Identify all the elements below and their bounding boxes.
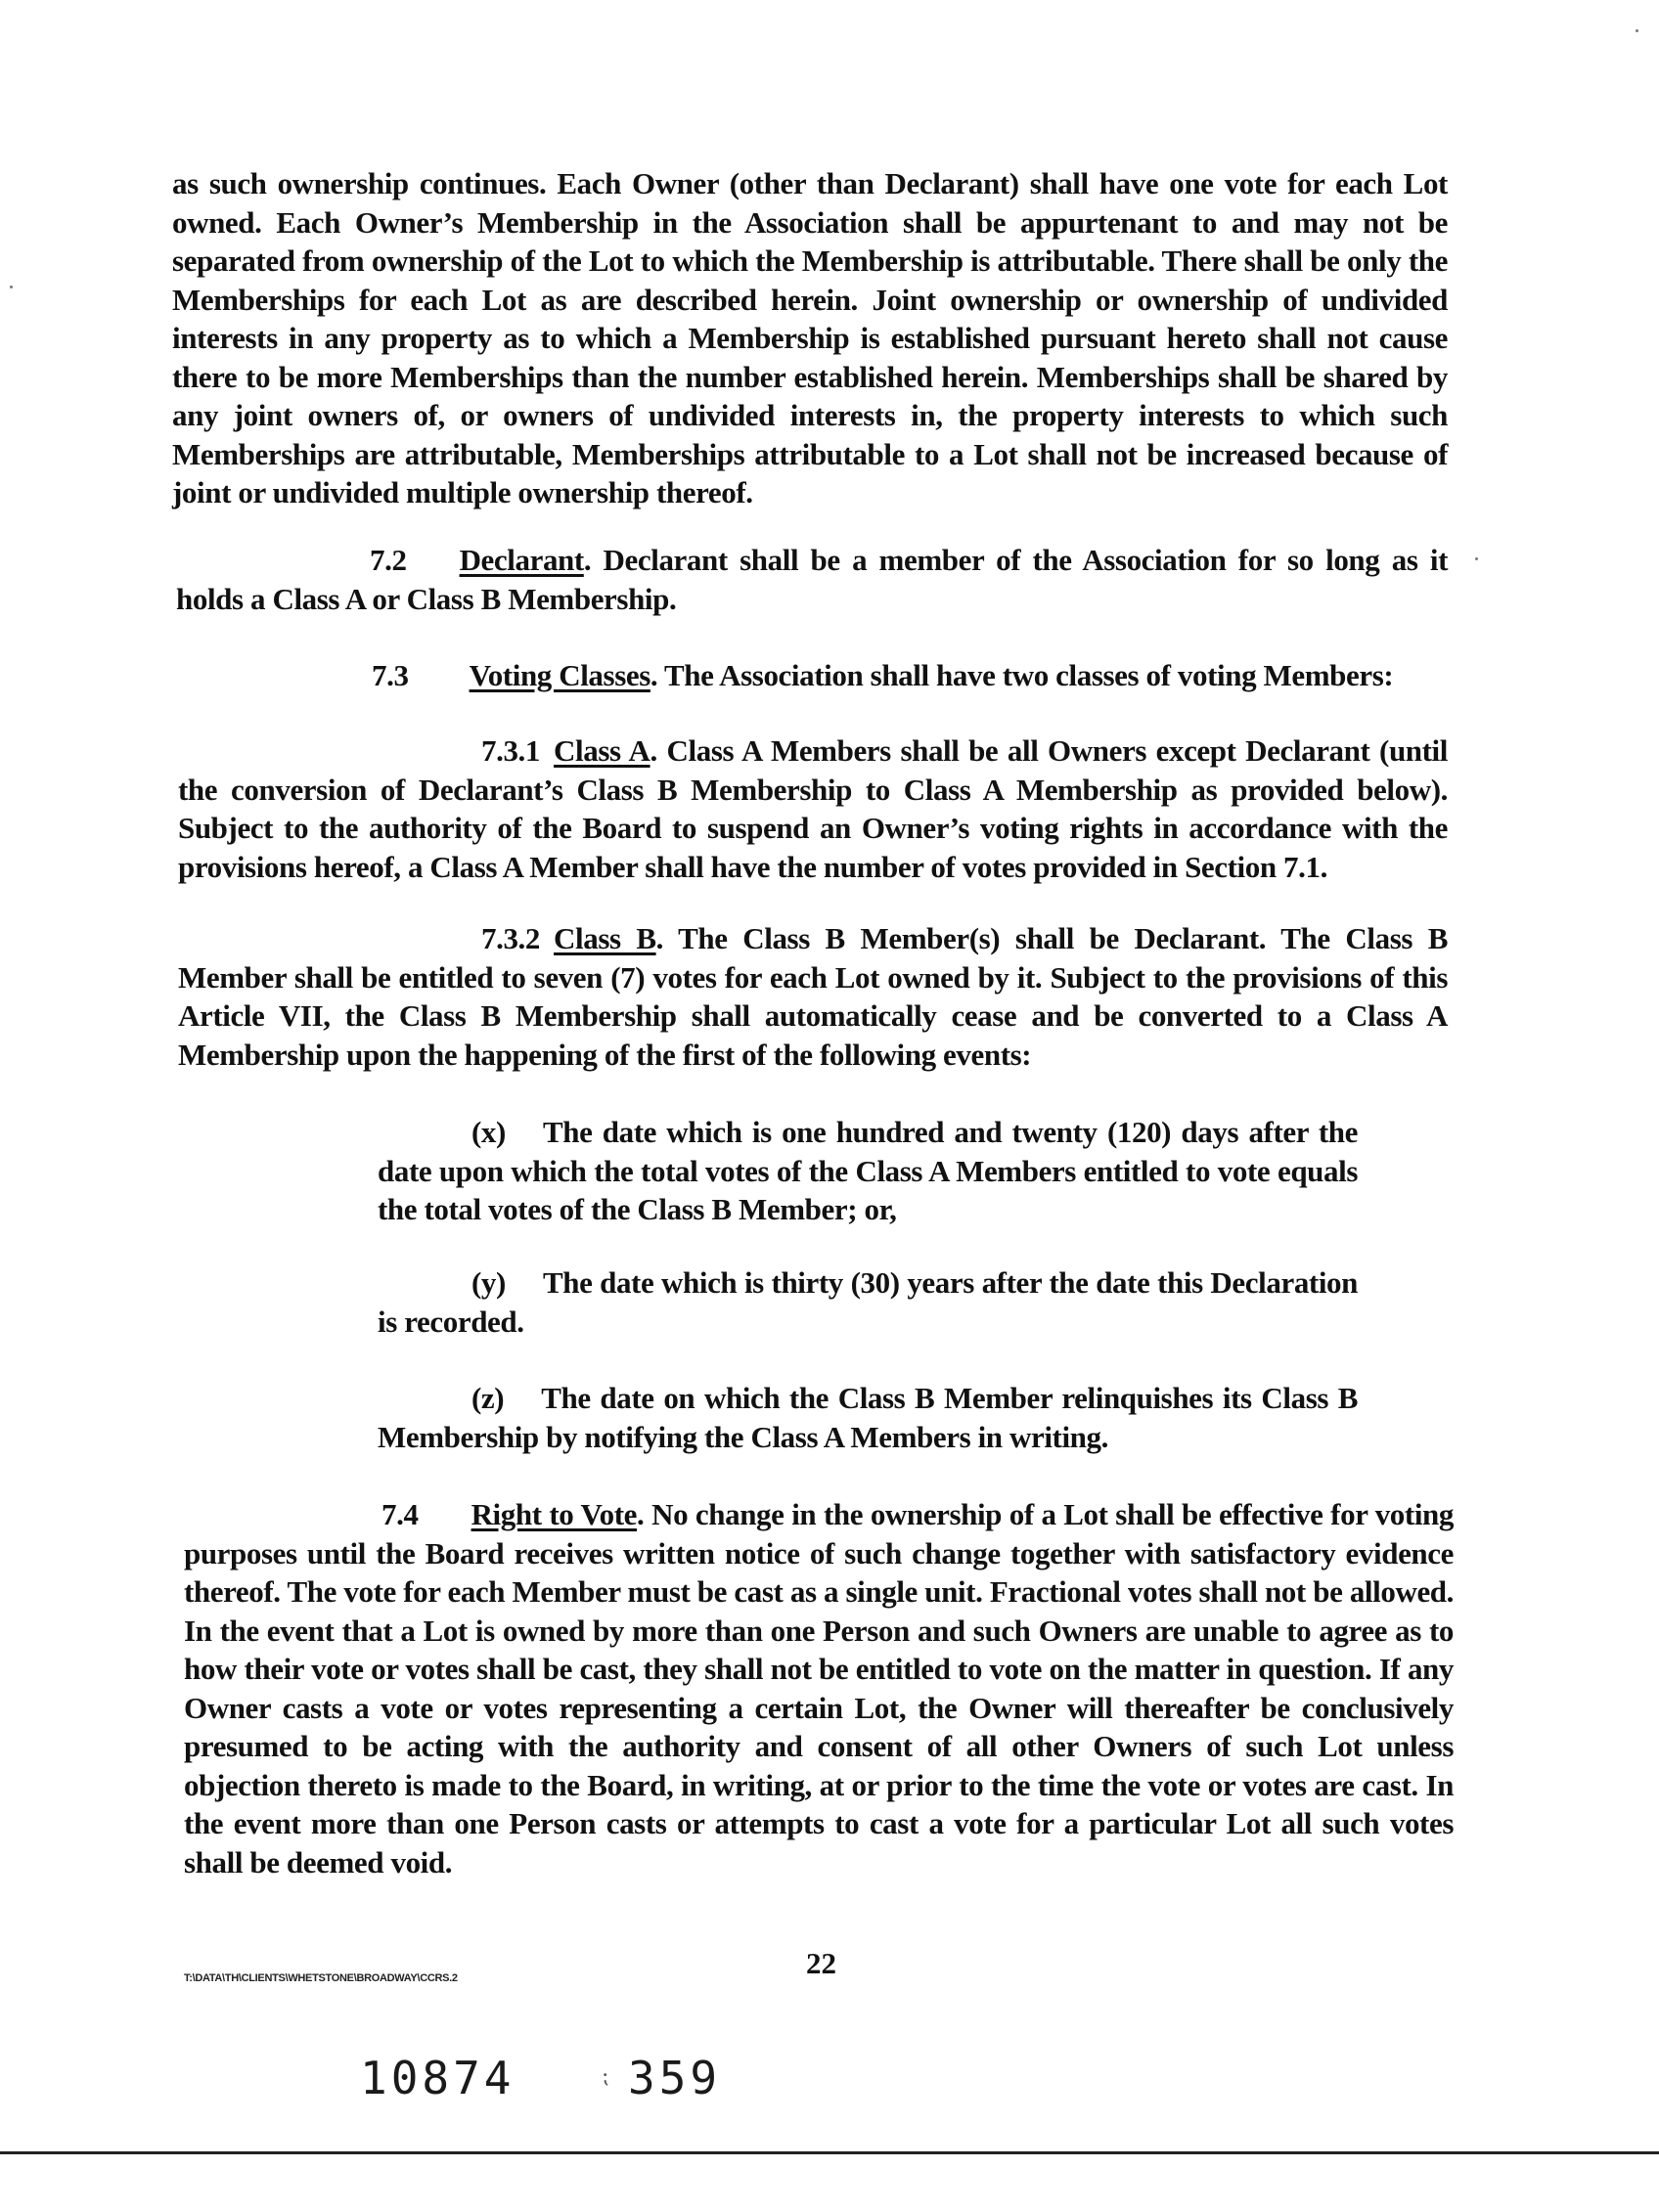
section-7-2 — [176, 541, 1448, 618]
section-7-2-number: 7.2 — [370, 543, 407, 577]
footer-file-path: T:\DATA\TH\CLIENTS\WHETSTONE\BROADWAY\CCRS.2 — [184, 1972, 458, 1984]
section-7-4-number: 7.4 — [381, 1497, 419, 1531]
item-z — [378, 1379, 1358, 1456]
item-z-label: (z) — [471, 1381, 505, 1415]
page-number: 22 — [806, 1946, 836, 1980]
item-y-text: The date which is thirty (30) years after the date this Declaration is recorded. — [378, 1265, 1358, 1339]
section-7-3-number: 7.3 — [372, 658, 409, 692]
item-x-label: (x) — [471, 1115, 506, 1149]
stamp-separator: ⁏ — [602, 2063, 609, 2088]
section-7-3-2-number: 7.3.2 — [481, 921, 541, 955]
section-7-4-title: Right to Vote — [471, 1497, 638, 1531]
bottom-scan-edge — [0, 2151, 1659, 2154]
item-y-label: (y) — [471, 1265, 506, 1300]
section-7-4 — [184, 1495, 1454, 1881]
section-7-3-2-text: . The Class B Member(s) shall be Declarant. The Class B Member shall be entitled to seven (7) votes for each Lot owned by it. Subject to the provisions of this Article VII, the Class B Membership shall automatically cease and be converted to a Class A Membership upon the happening of the first of the following events: — [178, 921, 1448, 1072]
section-7-3 — [372, 656, 1448, 695]
recording-book-number: 10874 — [360, 2052, 516, 2104]
item-y — [378, 1263, 1358, 1341]
section-7-3-2 — [178, 919, 1448, 1074]
recording-page-number: 359 — [628, 2052, 722, 2104]
section-7-4-text: . No change in the ownership of a Lot shall be effective for voting purposes until the Board receives written notice of such change together with satisfactory evidence thereof. The vote for each Member must be cast as a single unit. Fractional votes shall not be allowed. In the event that a Lot is owned by more than one Person and such Owners are unable to agree as to how their vote or votes shall be cast, they shall not be entitled to vote on the matter in question. If any Owner casts a vote or votes representing a certain Lot, the Owner will thereafter be conclusively presumed to be acting with the authority and consent of all other Owners of such Lot unless objection thereto is made to the Board, in writing, at or prior to the time the vote or votes are cast. In the event more than one Person casts or attempts to cast a vote for a particular Lot all such votes shall be deemed void. — [184, 1497, 1454, 1880]
section-7-3-1 — [178, 731, 1448, 886]
section-7-3-text: . The Association shall have two classes of voting Members: — [650, 658, 1394, 692]
item-x — [378, 1113, 1358, 1229]
section-7-3-1-text: . Class A Members shall be all Owners except Declarant (until the conversion of Declarant’s Class B Membership to Class A Membership as provided below). Subject to the authority of the Board to suspend an Owner’s voting rights in accordance with the provisions hereof, a Class A Member shall have the number of votes provided in Section 7.1. — [178, 733, 1448, 884]
section-7-3-1-title: Class A — [554, 733, 650, 768]
scan-speck — [10, 286, 13, 288]
section-7-3-1-number: 7.3.1 — [481, 733, 541, 768]
section-7-2-text: . Declarant shall be a member of the Association for so long as it holds a Class A or Class B Membership. — [176, 543, 1448, 616]
item-z-text: The date on which the Class B Member relinquishes its Class B Membership by notifying the Class A Members in writing. — [378, 1381, 1358, 1454]
item-x-text: The date which is one hundred and twenty (120) days after the date upon which the total votes of the Class A Members entitled to vote equals the total votes of the Class B Member; or, — [378, 1115, 1358, 1226]
scan-speck — [1475, 557, 1478, 560]
section-7-3-2-title: Class B — [554, 921, 656, 955]
paragraph-intro: as such ownership continues. Each Owner (other than Declarant) shall have one vote for each Lot owned. Each Owner’s Membership in the Association shall be appurtenant to and may not be separated from ownership of the Lot to which the Membership is attributable. There shall be only the Memberships for each Lot as are described herein. Joint ownership or ownership of undivided interests in any property as to which a Membership is established pursuant hereto shall not cause there to be more Memberships than the number established herein. Memberships shall be shared by any joint owners of, or owners of undivided interests in, the property interests to which such Memberships are attributable, Memberships attributable to a Lot shall not be increased because of joint or undivided multiple ownership thereof. — [172, 166, 1448, 509]
section-7-3-title: Voting Classes — [469, 658, 650, 692]
section-7-2-title: Declarant — [459, 543, 584, 577]
scan-speck — [1636, 29, 1638, 32]
